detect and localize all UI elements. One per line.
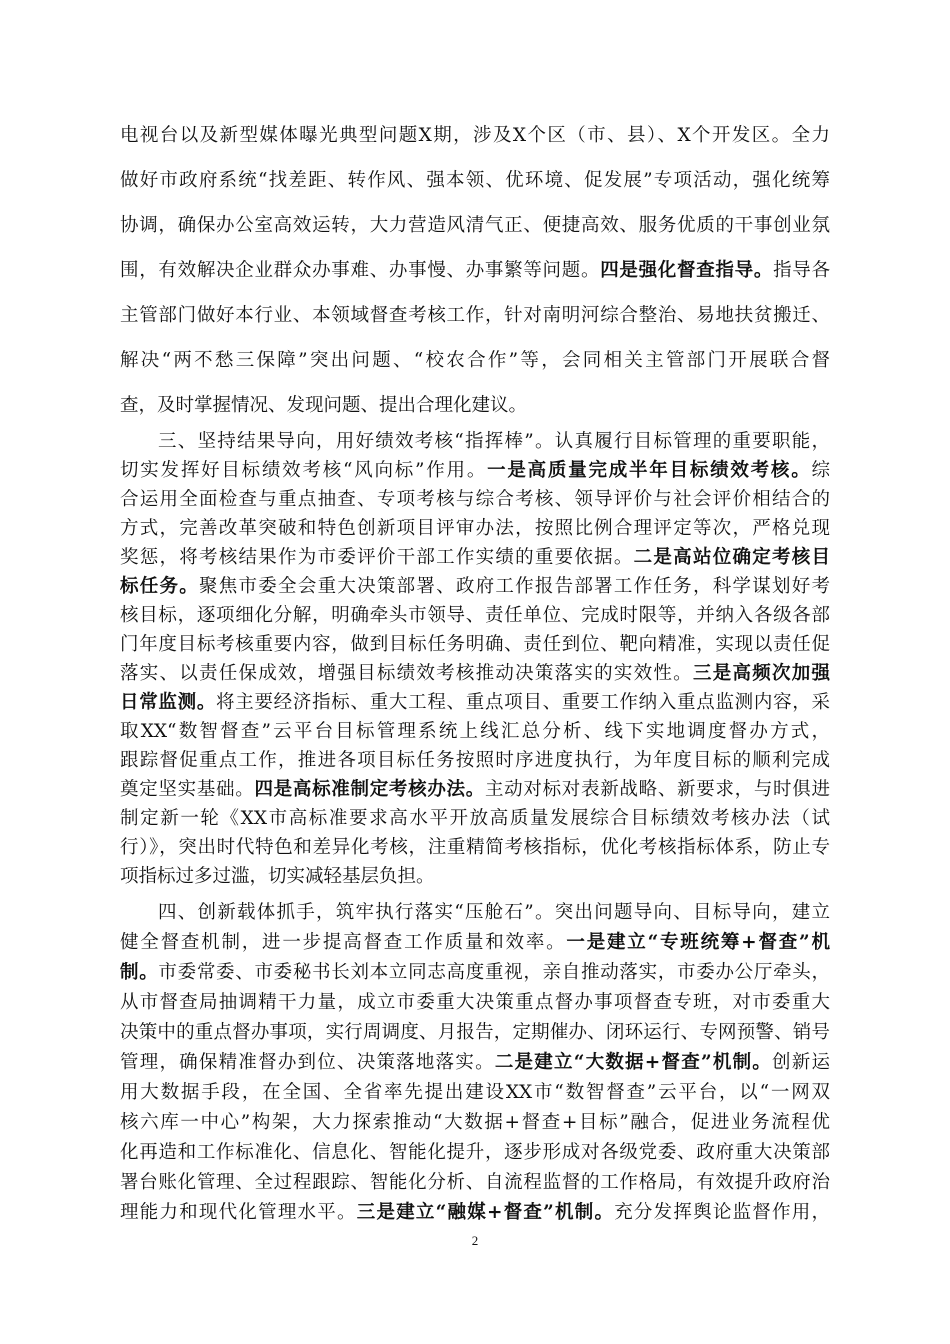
body-text: 核六库一中心”构架，大力探索推动“大数据+督查+目标”融合，促进业务流程优: [120, 1112, 830, 1133]
body-text: 聚焦市委全会重大决策部署、政府工作报告部署工作任务，科学谋划好考: [199, 576, 830, 597]
body-text: 取XX“数智督查”云平台目标管理系统上线汇总分析、线下实地调度督办方式，: [120, 721, 830, 742]
body-text: 合运用全面检查与重点抽查、专项考核与综合考核、领导评价与社会评价相结合的: [120, 489, 830, 510]
body-text: 突出问题导向、目标导向，建立: [554, 902, 830, 923]
body-text: 充分发挥舆论监督作用，: [614, 1202, 830, 1223]
body-text: 化再造和工作标准化、信息化、智能化提升，逐步形成对各级党委、政府重大决策部: [120, 1142, 830, 1163]
body-text: 健全督查机制，进一步提高督查工作质量和效率。: [120, 932, 567, 953]
text-line: [158, 898, 830, 928]
text-line: [120, 121, 830, 151]
body-text: 用大数据手段，在全国、全省率先提出建设XX市“数智督查”云平台，以“一网双: [120, 1082, 830, 1103]
text-line: [120, 1078, 830, 1108]
text-line: [120, 543, 830, 573]
text-line: [120, 456, 830, 486]
page-number: 2: [471, 1233, 479, 1248]
body-text: 奖惩，将考核结果作为市委评价干部工作实绩的重要依据。: [120, 547, 634, 568]
text-line: [120, 928, 830, 958]
text-line: [120, 804, 830, 834]
body-text: 认真履行目标管理的重要职能，: [554, 431, 830, 452]
body-text: 查，及时掌握情况、发现问题、提出合理化建议。: [120, 395, 528, 416]
body-text: 做好市政府系统“找差距、转作风、强本领、优环境、促发展”专项活动，强化统筹: [120, 170, 830, 191]
bold-heading-text: 三是高频次加强: [692, 663, 830, 684]
body-text: 奠定坚实基础。: [120, 779, 255, 800]
body-text: 项指标过多过滥，切实减轻基层负担。: [120, 866, 435, 887]
body-text: 将主要经济指标、重大工程、重点项目、重要工作纳入重点监测内容，采: [216, 692, 830, 713]
body-text: 署台账化管理、全过程跟踪、智能化分析、自流程监督的工作格局，有效提升政府治: [120, 1172, 830, 1193]
text-line: [120, 988, 830, 1018]
body-text: 综: [811, 460, 830, 481]
body-text: 切实发挥好目标绩效考核“风向标”作用。: [120, 460, 488, 481]
text-line: [120, 1048, 830, 1078]
body-text: 解决“两不愁三保障”突出问题、“校农合作”等，会同相关主管部门开展联合督: [120, 350, 830, 371]
text-line: [120, 346, 830, 376]
text-line: [120, 958, 830, 988]
text-line: [120, 301, 830, 331]
text-line: [120, 1198, 830, 1228]
bold-heading-text: 一是高质量完成半年目标绩效考核。: [487, 460, 812, 481]
body-text: 行）》，突出时代特色和差异化考核，注重精简考核指标，优化考核指标体系，防止专: [120, 837, 830, 858]
bold-heading-text: 二是高站位确定考核目: [633, 547, 830, 568]
text-line: [120, 630, 830, 660]
text-line: [120, 659, 830, 689]
text-line: [120, 485, 830, 515]
body-text: 理能力和现代化管理水平。: [120, 1202, 357, 1223]
text-line: [120, 601, 830, 631]
bold-heading-text: 一是建立“专班统筹+督查”机: [566, 932, 830, 953]
text-line: [120, 256, 830, 286]
bold-heading-text: 二是建立“大数据+督查”机制。: [494, 1052, 773, 1073]
text-line: [120, 775, 830, 805]
body-text: 决策中的重点督办事项，实行周调度、月报告，定期催办、闭环运行、专网预警、销号: [120, 1022, 830, 1043]
text-line: [120, 717, 830, 747]
text-line: [120, 514, 830, 544]
body-text: 制定新一轮《XX市高标准要求高水平开放高质量发展综合目标绩效考核办法（试: [120, 808, 830, 829]
body-text: 协调，确保办公室高效运转，大力营造风清气正、便捷高效、服务优质的干事创业氛: [120, 215, 830, 236]
text-line: [120, 1138, 830, 1168]
body-text: 四、创新载体抓手，筑牢执行落实“压舱石”。: [158, 902, 555, 923]
body-text: 围，有效解决企业群众办事难、办事慢、办事繁等问题。: [120, 260, 601, 281]
text-line: [120, 211, 830, 241]
body-text: 跟踪督促重点工作，推进各项目标任务按照时序进度执行，为年度目标的顺利完成: [120, 750, 830, 771]
text-line: [120, 166, 830, 196]
text-line: [120, 862, 830, 892]
body-text: 方式，完善改革突破和特色创新项目评审办法，按照比例合理评定等次，严格兑现: [120, 518, 830, 539]
bold-heading-text: 日常监测。: [120, 692, 217, 713]
body-text: 创新运: [772, 1052, 830, 1073]
text-line: [120, 1018, 830, 1048]
body-text: 核目标，逐项细化分解，明确牵头市领导、责任单位、完成时限等，并纳入各级各部: [120, 605, 830, 626]
body-text: 市委常委、市委秘书长刘本立同志高度重视，亲自推动落实，市委办公厅牵头，: [158, 962, 830, 983]
bold-heading-text: 四是高标准制定考核办法。: [254, 779, 485, 800]
text-line: [120, 1168, 830, 1198]
bold-heading-text: 制。: [120, 962, 159, 983]
bold-heading-text: 三是建立“融媒+督查”机制。: [356, 1202, 615, 1223]
body-text: 落实、以责任保成效，增强目标绩效考核推动决策落实的实效性。: [120, 663, 693, 684]
body-text: 指导各: [773, 260, 830, 281]
text-line: [120, 833, 830, 863]
body-text: 主动对标对表新战略、新要求，与时俱进: [484, 779, 830, 800]
text-line: [120, 746, 830, 776]
text-line: [120, 1108, 830, 1138]
body-text: 管理，确保精准督办到位、决策落地落实。: [120, 1052, 495, 1073]
body-text: 三、坚持结果导向，用好绩效考核“指挥棒”。: [158, 431, 555, 452]
body-text: 门年度目标考核重要内容，做到目标任务明确、责任到位、靶向精准，实现以责任促: [120, 634, 830, 655]
bold-heading-text: 四是强化督查指导。: [600, 260, 774, 281]
text-line: [158, 427, 830, 457]
bold-heading-text: 标任务。: [120, 576, 200, 597]
body-text: 电视台以及新型媒体曝光典型问题X期，涉及X个区（市、县）、X个开发区。全力: [120, 125, 830, 146]
text-line: [120, 688, 830, 718]
body-text: 从市督查局抽调精干力量，成立市委重大决策重点督办事项督查专班，对市委重大: [120, 992, 830, 1013]
body-text: 主管部门做好本行业、本领域督查考核工作，针对南明河综合整治、易地扶贫搬迁、: [120, 305, 830, 326]
text-line: [120, 572, 830, 602]
text-line: [120, 391, 830, 421]
